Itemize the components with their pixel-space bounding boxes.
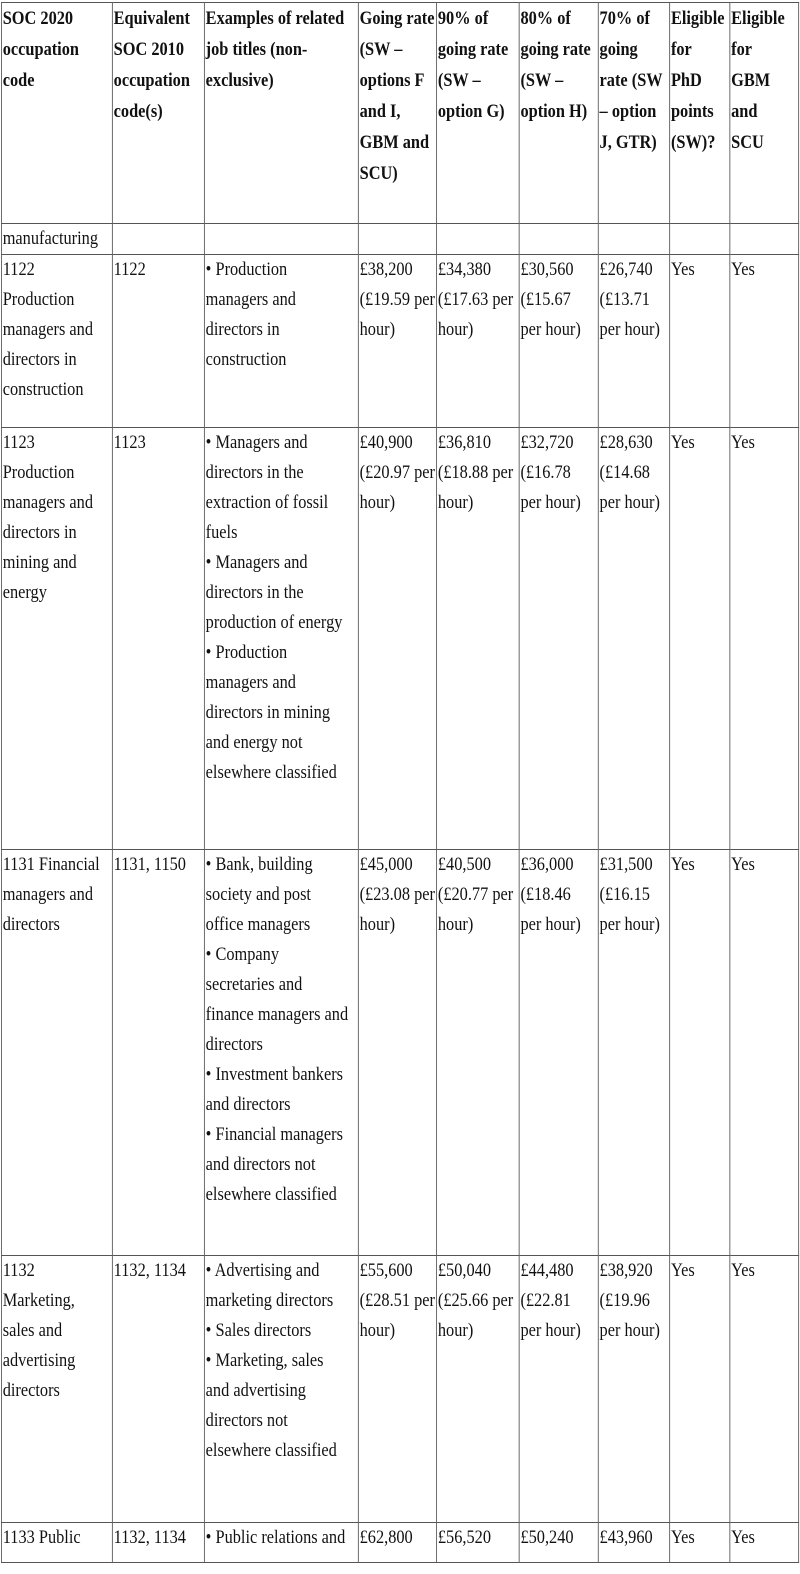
cell-line: sales and: [2, 1320, 63, 1341]
cell-gbm-eligible: [730, 224, 799, 255]
header-phd-eligible: [670, 3, 730, 224]
cell-line: (£13.71: [599, 289, 650, 310]
cell-line: hour): [359, 914, 396, 935]
cell-soc2010-code: [112, 224, 204, 255]
cell-line: hour): [437, 914, 474, 935]
header-gbm-eligible: [730, 3, 799, 224]
cell-line: £50,040: [437, 1260, 491, 1281]
cell-line: society and post: [205, 884, 311, 905]
cell-line: 1131 Financial: [2, 854, 100, 875]
cell-phd-eligible: [670, 1256, 730, 1523]
cell-line: energy: [2, 582, 47, 603]
cell-line: extraction of fossil: [205, 492, 329, 513]
cell-job-titles: [204, 224, 358, 255]
cell-line: hour): [437, 319, 474, 340]
cell-line: directors in the: [205, 582, 304, 603]
cell-line: Equivalent: [113, 8, 190, 29]
cell-line: directors in: [205, 319, 280, 340]
cell-rate-90: [437, 428, 520, 850]
cell-line: (SW –: [520, 70, 564, 91]
cell-line: hour): [359, 1320, 396, 1341]
cell-phd-eligible: [670, 255, 730, 428]
cell-line: £50,240: [520, 1527, 574, 1548]
cell-line: SCU: [731, 132, 764, 153]
table-row: [1, 1523, 798, 1563]
cell-line: option H): [520, 101, 588, 122]
cell-rate-80: [519, 850, 598, 1256]
cell-line: £36,000: [520, 854, 574, 875]
cell-going-rate: [358, 224, 436, 255]
cell-soc2010-code: [112, 428, 204, 850]
cell-job-titles: [204, 255, 358, 428]
cell-line: per hour): [599, 1320, 660, 1341]
cell-line: rate (SW: [599, 70, 663, 91]
cell-rate-90: [437, 850, 520, 1256]
cell-line: £34,380: [437, 259, 491, 280]
cell-line: options F: [359, 70, 425, 91]
cell-line: £26,740: [599, 259, 653, 280]
cell-line: per hour): [520, 914, 581, 935]
cell-line: • Advertising and: [205, 1260, 320, 1281]
table-row: [1, 428, 798, 850]
cell-line: office managers: [205, 914, 311, 935]
cell-line: £44,480: [520, 1260, 574, 1281]
cell-line: Eligible: [731, 8, 785, 29]
cell-job-titles: [204, 428, 358, 850]
cell-line: £28,630: [599, 432, 653, 453]
cell-line: Yes: [731, 259, 755, 280]
cell-line: hour): [437, 1320, 474, 1341]
cell-line: Yes: [731, 432, 755, 453]
cell-job-titles: [204, 850, 358, 1256]
cell-line: hour): [359, 319, 396, 340]
cell-line: Yes: [731, 854, 755, 875]
cell-line: • Marketing, sales: [205, 1350, 324, 1371]
cell-line: finance managers and: [205, 1004, 349, 1025]
cell-line: (SW –: [359, 39, 403, 60]
header-soc2010: [112, 3, 204, 224]
cell-line: directors not: [205, 1410, 288, 1431]
cell-line: 1122: [113, 259, 146, 280]
cell-line: occupation: [113, 70, 190, 91]
cell-rate-70: [598, 1523, 669, 1563]
cell-going-rate: [358, 428, 436, 850]
cell-line: 1132, 1134: [113, 1260, 186, 1281]
cell-line: managers and: [205, 672, 296, 693]
cell-rate-70: [598, 1256, 669, 1523]
cell-line: (SW –: [437, 70, 481, 91]
cell-line: hour): [359, 492, 396, 513]
table-row: [1, 1256, 798, 1523]
cell-line: (£16.78: [520, 462, 571, 483]
cell-job-titles: [204, 1523, 358, 1563]
cell-rate-70: [598, 224, 669, 255]
cell-line: Eligible: [670, 8, 725, 29]
table-header-row: [1, 3, 798, 224]
cell-rate-70: [598, 428, 669, 850]
cell-line: • Public relations and: [205, 1527, 346, 1548]
cell-line: (£28.51 per: [359, 1290, 435, 1311]
going-rates-table: [1, 2, 799, 1563]
cell-rate-80: [519, 428, 598, 850]
cell-line: • Bank, building: [205, 854, 313, 875]
cell-line: exclusive): [205, 70, 274, 91]
cell-line: managers and: [205, 289, 296, 310]
cell-line: • Financial managers: [205, 1124, 343, 1145]
cell-line: and energy not: [205, 732, 303, 753]
cell-line: 1132, 1134: [113, 1527, 186, 1548]
cell-rate-90: [437, 1256, 520, 1523]
cell-soc2020-code: [1, 428, 112, 850]
header-job-titles: [204, 3, 358, 224]
cell-line: option G): [437, 101, 505, 122]
cell-line: mining and: [2, 552, 77, 573]
cell-line: managers and: [2, 492, 94, 513]
cell-line: managers and: [2, 319, 94, 340]
cell-line: (£25.66 per: [437, 1290, 514, 1311]
cell-gbm-eligible: [730, 1523, 799, 1563]
cell-gbm-eligible: [730, 428, 799, 850]
cell-line: 1133 Public: [2, 1527, 81, 1548]
cell-line: Production: [2, 289, 75, 310]
cell-line: 90% of: [437, 8, 489, 29]
cell-soc2010-code: [112, 850, 204, 1256]
cell-line: GBM: [731, 70, 771, 91]
cell-line: £43,960: [599, 1527, 653, 1548]
cell-line: Yes: [731, 1527, 755, 1548]
header-80-percent: [519, 3, 598, 224]
cell-phd-eligible: [670, 1523, 730, 1563]
cell-rate-80: [519, 1523, 598, 1563]
header-going-rate: [358, 3, 436, 224]
cell-line: directors: [2, 914, 60, 935]
cell-line: (£19.96: [599, 1290, 650, 1311]
cell-line: SCU): [359, 163, 398, 184]
cell-line: • Production: [205, 259, 288, 280]
cell-line: SOC 2020: [2, 8, 74, 29]
cell-line: – option: [599, 101, 657, 122]
cell-gbm-eligible: [730, 1256, 799, 1523]
cell-line: secretaries and: [205, 974, 303, 995]
cell-line: 1131, 1150: [113, 854, 186, 875]
cell-line: Examples of related: [205, 8, 345, 29]
cell-line: (£18.88 per: [437, 462, 514, 483]
cell-line: (£22.81: [520, 1290, 571, 1311]
cell-line: going rate: [520, 39, 591, 60]
cell-line: • Company: [205, 944, 280, 965]
cell-line: code(s): [113, 101, 163, 122]
cell-line: per hour): [599, 319, 660, 340]
table-row: [1, 224, 798, 255]
cell-soc2020-code: [1, 850, 112, 1256]
cell-line: (£19.59 per: [359, 289, 435, 310]
cell-line: • Sales directors: [205, 1320, 312, 1341]
cell-rate-70: [598, 255, 669, 428]
cell-line: £30,560: [520, 259, 574, 280]
cell-line: £38,200: [359, 259, 413, 280]
cell-line: SOC 2010: [113, 39, 185, 60]
cell-line: (£18.46: [520, 884, 571, 905]
cell-line: directors: [2, 1380, 60, 1401]
cell-phd-eligible: [670, 850, 730, 1256]
cell-line: Yes: [670, 259, 695, 280]
cell-line: and I,: [359, 101, 401, 122]
cell-phd-eligible: [670, 428, 730, 850]
cell-line: £38,920: [599, 1260, 653, 1281]
cell-line: occupation: [2, 39, 79, 60]
cell-line: £31,500: [599, 854, 653, 875]
table-row: [1, 255, 798, 428]
cell-line: (£20.97 per: [359, 462, 435, 483]
cell-rate-80: [519, 255, 598, 428]
cell-line: code: [2, 70, 35, 91]
cell-line: per hour): [520, 319, 581, 340]
cell-line: directors in: [2, 522, 77, 543]
cell-line: job titles (non-: [205, 39, 308, 60]
cell-line: going rate: [437, 39, 509, 60]
cell-line: GBM and: [359, 132, 430, 153]
cell-line: Going rate: [359, 8, 435, 29]
cell-line: directors in the: [205, 462, 304, 483]
cell-soc2020-code: [1, 255, 112, 428]
cell-line: • Production: [205, 642, 288, 663]
cell-line: (£16.15: [599, 884, 650, 905]
cell-going-rate: [358, 255, 436, 428]
cell-line: 1123: [113, 432, 146, 453]
cell-line: Yes: [670, 1527, 695, 1548]
cell-line: 70% of: [599, 8, 650, 29]
cell-line: £40,500: [437, 854, 491, 875]
cell-line: elsewhere classified: [205, 1184, 337, 1205]
cell-line: and: [731, 101, 758, 122]
cell-line: (£23.08 per: [359, 884, 435, 905]
cell-line: • Managers and: [205, 552, 308, 573]
cell-line: Production: [2, 462, 75, 483]
cell-line: per hour): [599, 914, 660, 935]
cell-line: 1122: [2, 259, 35, 280]
cell-soc2020-code: [1, 224, 112, 255]
cell-line: £62,800: [359, 1527, 413, 1548]
cell-line: Yes: [670, 854, 695, 875]
cell-line: J, GTR): [599, 132, 657, 153]
cell-soc2020-code: [1, 1256, 112, 1523]
cell-line: Yes: [731, 1260, 755, 1281]
header-90-percent: [437, 3, 520, 224]
header-soc2020: [1, 3, 112, 224]
cell-line: fuels: [205, 522, 238, 543]
cell-going-rate: [358, 1523, 436, 1563]
cell-line: and advertising: [205, 1380, 306, 1401]
cell-line: directors in mining: [205, 702, 331, 723]
cell-line: production of energy: [205, 612, 343, 633]
cell-line: marketing directors: [205, 1290, 334, 1311]
cell-rate-80: [519, 224, 598, 255]
cell-line: £55,600: [359, 1260, 413, 1281]
table-row: [1, 850, 798, 1256]
cell-line: £36,810: [437, 432, 491, 453]
cell-line: Marketing,: [2, 1290, 75, 1311]
cell-rate-90: [437, 1523, 520, 1563]
cell-gbm-eligible: [730, 255, 799, 428]
cell-line: Yes: [670, 1260, 695, 1281]
cell-line: (SW)?: [670, 132, 716, 153]
cell-soc2010-code: [112, 255, 204, 428]
cell-line: points: [670, 101, 714, 122]
cell-line: manufacturing: [2, 228, 99, 249]
cell-line: construction: [205, 349, 287, 370]
header-70-percent: [598, 3, 669, 224]
cell-line: (£20.77 per: [437, 884, 514, 905]
cell-line: 1123: [2, 432, 35, 453]
cell-rate-70: [598, 850, 669, 1256]
cell-going-rate: [358, 1256, 436, 1523]
cell-line: for: [731, 39, 753, 60]
cell-phd-eligible: [670, 224, 730, 255]
cell-line: (£17.63 per: [437, 289, 514, 310]
cell-line: per hour): [520, 1320, 581, 1341]
cell-line: £40,900: [359, 432, 413, 453]
cell-line: managers and: [2, 884, 94, 905]
cell-line: (£15.67: [520, 289, 571, 310]
cell-rate-80: [519, 1256, 598, 1523]
cell-line: Yes: [670, 432, 695, 453]
cell-line: per hour): [520, 492, 581, 513]
cell-rate-90: [437, 224, 520, 255]
cell-gbm-eligible: [730, 850, 799, 1256]
cell-soc2020-code: [1, 1523, 112, 1563]
cell-line: PhD: [670, 70, 702, 91]
cell-line: for: [670, 39, 692, 60]
cell-line: and directors: [205, 1094, 291, 1115]
cell-line: directors: [205, 1034, 263, 1055]
cell-line: £32,720: [520, 432, 574, 453]
cell-line: • Managers and: [205, 432, 308, 453]
cell-job-titles: [204, 1256, 358, 1523]
cell-line: construction: [2, 379, 84, 400]
cell-line: 80% of: [520, 8, 571, 29]
cell-soc2010-code: [112, 1523, 204, 1563]
cell-line: advertising: [2, 1350, 76, 1371]
cell-line: 1132: [2, 1260, 35, 1281]
cell-line: and directors not: [205, 1154, 316, 1175]
cell-line: elsewhere classified: [205, 1440, 337, 1461]
cell-line: elsewhere classified: [205, 762, 337, 783]
cell-line: going: [599, 39, 638, 60]
cell-line: £45,000: [359, 854, 413, 875]
cell-line: per hour): [599, 492, 660, 513]
cell-soc2010-code: [112, 1256, 204, 1523]
cell-line: directors in: [2, 349, 77, 370]
cell-line: £56,520: [437, 1527, 491, 1548]
cell-rate-90: [437, 255, 520, 428]
cell-line: hour): [437, 492, 474, 513]
cell-going-rate: [358, 850, 436, 1256]
cell-line: (£14.68: [599, 462, 650, 483]
cell-line: • Investment bankers: [205, 1064, 343, 1085]
